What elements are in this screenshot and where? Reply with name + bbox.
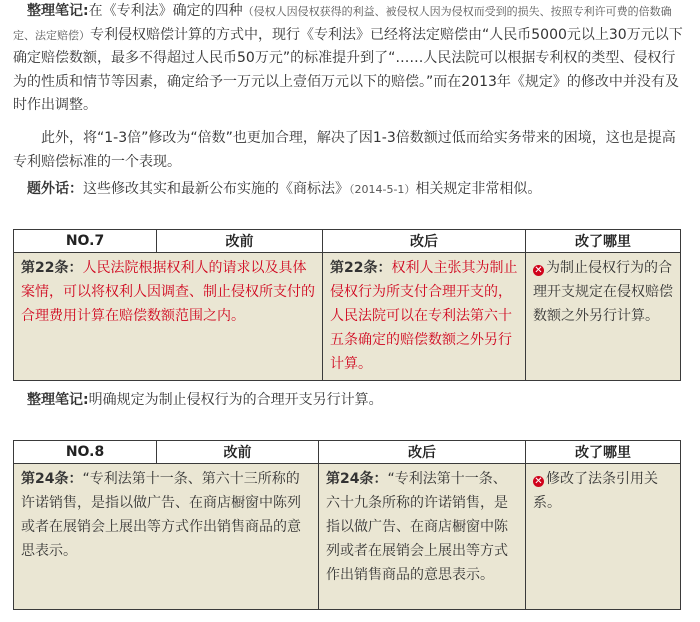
table-header-row [14,230,681,253]
after-text: “专利法第十一条、六十九条所称的许诺销售，是指以做广告、在商店橱窗中陈列或者在展销会上展出等方式作出销售商品的意思表示。 [326,471,508,583]
note-text: 明确规定为制止侵权行为的合理开支另行计算。 [88,392,383,408]
table-row [14,253,681,381]
after-cell [319,464,526,610]
change-cell [526,253,681,381]
article-number: 第22条： [21,260,83,276]
note-7 [13,389,699,413]
change-cell [526,464,681,610]
header-no: NO.7 [14,230,157,253]
comparison-table-8 [13,440,681,610]
change-text: 修改了法条引用关系。 [533,471,658,511]
header-after: 改后 [323,230,526,253]
header-change: 改了哪里 [526,230,681,253]
header-no: NO.8 [14,441,157,464]
header-after: 改后 [319,441,526,464]
note-label: 整理笔记: [27,392,89,408]
before-text: “专利法第十一条、第六十三所称的许诺销售，是指以做广告、在商店橱窗中陈列或者在展销会上展出等方式作出销售商品的意思表示。 [21,471,301,559]
extra-label: 题外话： [27,181,83,197]
after-text: 权利人主张其为制止侵权行为所支付合理开支的，人民法院可以在专利法第六十五条确定的赔偿数额之外另行计算。 [330,260,518,372]
table-row [14,464,681,610]
extra-text-a: 这些修改其实和最新公布实施的《商标法》 [83,181,349,197]
x-circle-icon: ✕ [534,476,543,487]
intro-small-text: （侵权人因侵权获得的利益、被侵权人因为侵权而受到的损失、按照专利许可费的倍数确定、法定赔偿） [13,5,672,42]
extra-remark [13,178,699,202]
comparison-table-7 [13,229,681,381]
article-number: 第24条： [21,471,83,487]
article-number: 第22条： [330,260,392,276]
before-cell [14,253,323,381]
article-number: 第24条： [326,471,388,487]
extra-text-b: 相关规定非常相似。 [415,181,542,197]
before-cell [14,464,319,610]
intro-text-b: 专利侵权赔偿计算的方式中，现行《专利法》已经将法定赔偿由“人民币5000元以上30万元以下确定赔偿数额，最多不得超过人民币50万元”的标准提升到了“……人民法院可以根据专利权的类型、侵权行为的性质和情节等因素，确定给予一万元以上壹佰万元以下的赔偿。”而在2013年《规定》的修改中并没有及时作出调整。 [13,26,683,113]
table-header-row [14,441,681,464]
header-before: 改前 [157,441,319,464]
note-label: 整理笔记: [27,3,89,19]
header-change: 改了哪里 [526,441,681,464]
intro-text-a: 在《专利法》确定的四种 [88,3,243,19]
extra-small: （2014-5-1） [349,183,416,196]
before-text: 人民法院根据权利人的请求以及具体案情，可以将权利人因调查、制止侵权所支付的合理费用计算在赔偿数额范围之内。 [21,260,315,324]
intro-paragraph-2: 此外，将“1-3倍”修改为“倍数”也更加合理，解决了因1-3倍数额过低而给实务带来的困境，这也是提高专利赔偿标准的一个表现。 [13,130,676,170]
intro-paragraph [13,0,685,118]
after-cell [323,253,526,381]
change-text: 为制止侵权行为的合理开支规定在侵权赔偿数额之外另行计算。 [533,260,673,324]
header-before: 改前 [157,230,323,253]
x-circle-icon: ✕ [534,265,543,276]
